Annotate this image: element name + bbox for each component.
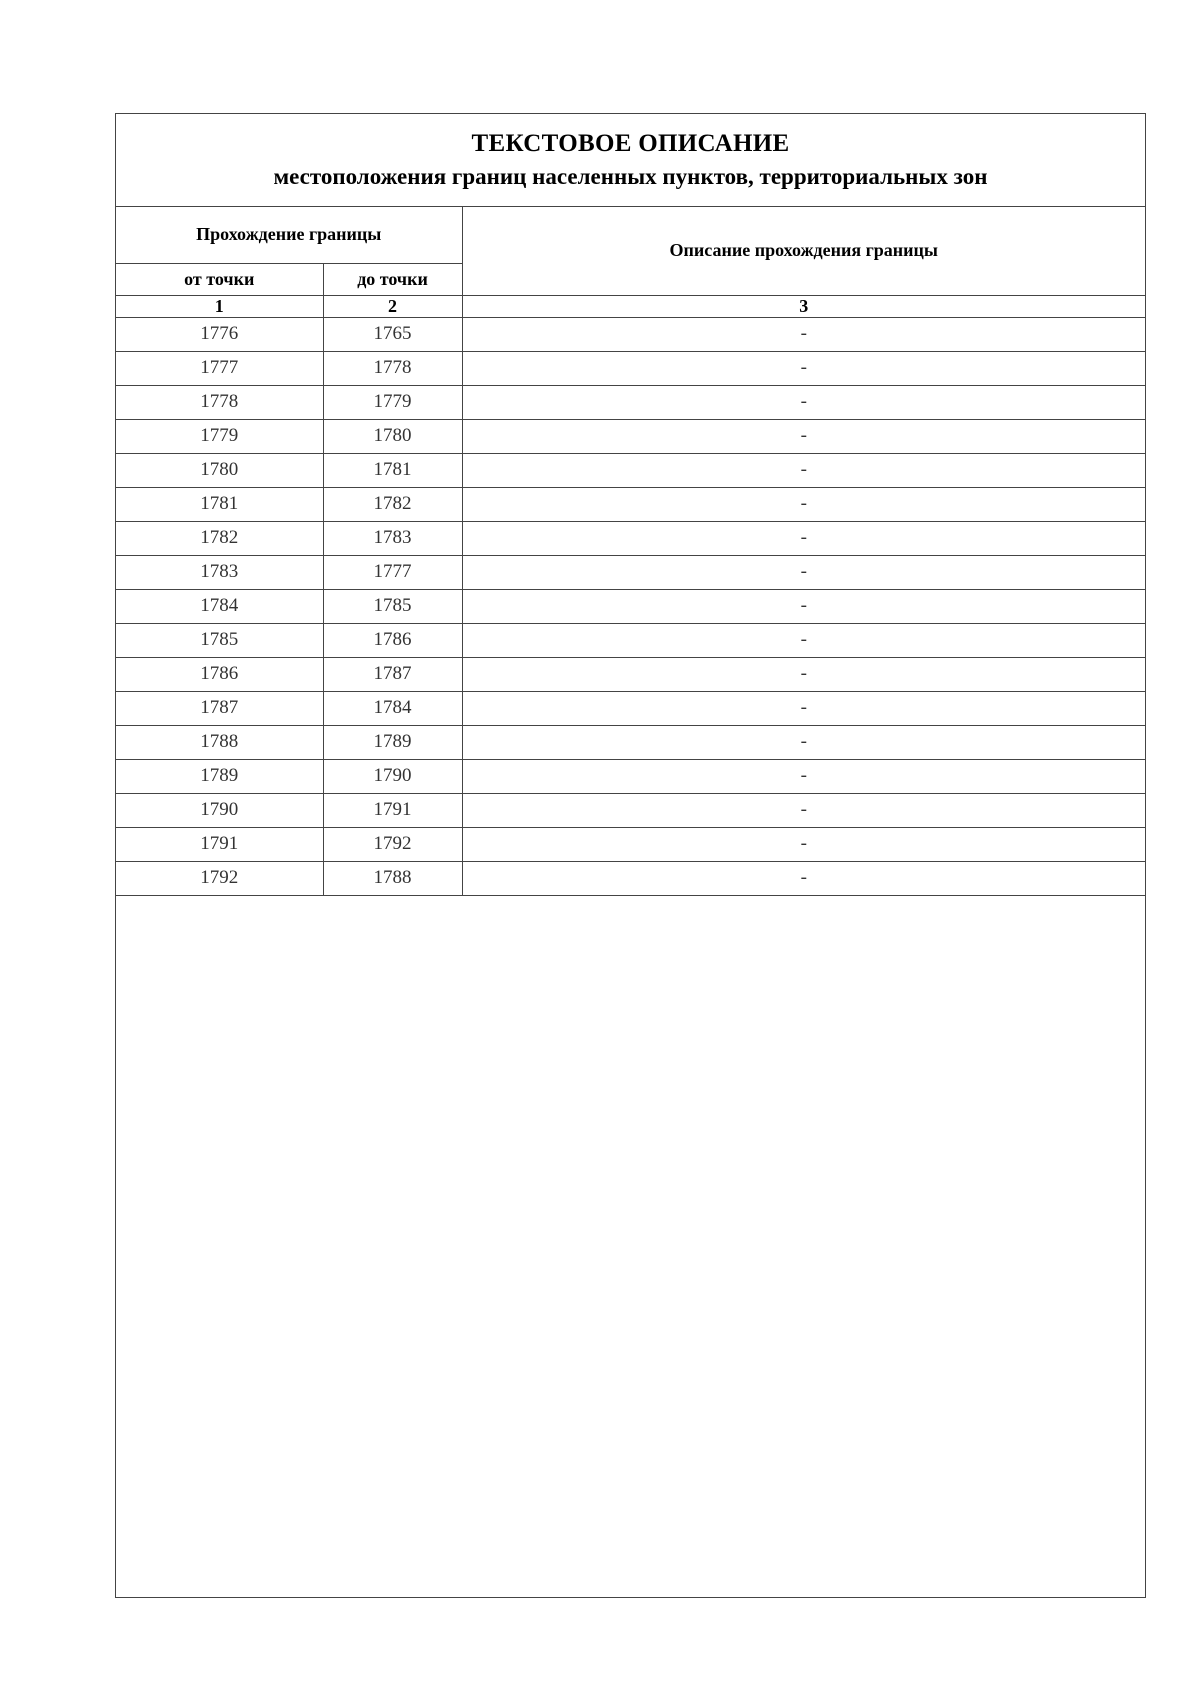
table-row (116, 657, 1145, 691)
description-cell: - (462, 861, 1145, 895)
table-row (116, 351, 1145, 385)
from-point-cell: 1792 (116, 861, 323, 895)
description-cell: - (462, 385, 1145, 419)
from-point-cell: 1784 (116, 589, 323, 623)
table-row (116, 827, 1145, 861)
table-row (116, 521, 1145, 555)
to-point-cell: 1789 (323, 725, 462, 759)
description-cell: - (462, 419, 1145, 453)
description-cell: - (462, 453, 1145, 487)
description-cell: - (462, 351, 1145, 385)
description-cell: - (462, 657, 1145, 691)
to-point-cell: 1790 (323, 759, 462, 793)
header-boundary-description: Описание прохождения границы (462, 207, 1145, 295)
to-point-cell: 1792 (323, 827, 462, 861)
table-row (116, 555, 1145, 589)
document-title: ТЕКСТОВОЕ ОПИСАНИЕ (471, 130, 790, 157)
column-number-2: 2 (323, 295, 462, 317)
boundary-table (116, 207, 1145, 896)
header-from-point: от точки (116, 263, 323, 295)
from-point-cell: 1778 (116, 385, 323, 419)
table-row (116, 623, 1145, 657)
description-cell: - (462, 793, 1145, 827)
description-cell: - (462, 589, 1145, 623)
to-point-cell: 1777 (323, 555, 462, 589)
from-point-cell: 1791 (116, 827, 323, 861)
from-point-cell: 1780 (116, 453, 323, 487)
to-point-cell: 1791 (323, 793, 462, 827)
to-point-cell: 1778 (323, 351, 462, 385)
from-point-cell: 1787 (116, 691, 323, 725)
document-frame (115, 113, 1146, 1598)
to-point-cell: 1786 (323, 623, 462, 657)
from-point-cell: 1782 (116, 521, 323, 555)
from-point-cell: 1790 (116, 793, 323, 827)
table-row (116, 589, 1145, 623)
to-point-cell: 1782 (323, 487, 462, 521)
description-cell: - (462, 317, 1145, 351)
table-row (116, 453, 1145, 487)
from-point-cell: 1777 (116, 351, 323, 385)
table-row (116, 861, 1145, 895)
from-point-cell: 1783 (116, 555, 323, 589)
to-point-cell: 1765 (323, 317, 462, 351)
to-point-cell: 1788 (323, 861, 462, 895)
to-point-cell: 1781 (323, 453, 462, 487)
table-row (116, 793, 1145, 827)
description-cell: - (462, 725, 1145, 759)
table-row (116, 487, 1145, 521)
description-cell: - (462, 691, 1145, 725)
to-point-cell: 1779 (323, 385, 462, 419)
from-point-cell: 1781 (116, 487, 323, 521)
from-point-cell: 1786 (116, 657, 323, 691)
to-point-cell: 1787 (323, 657, 462, 691)
to-point-cell: 1785 (323, 589, 462, 623)
header-to-point: до точки (323, 263, 462, 295)
description-cell: - (462, 623, 1145, 657)
description-cell: - (462, 759, 1145, 793)
to-point-cell: 1784 (323, 691, 462, 725)
from-point-cell: 1776 (116, 317, 323, 351)
table-row (116, 317, 1145, 351)
table-row (116, 691, 1145, 725)
from-point-cell: 1789 (116, 759, 323, 793)
title-block (116, 114, 1145, 207)
description-cell: - (462, 555, 1145, 589)
to-point-cell: 1780 (323, 419, 462, 453)
description-cell: - (462, 827, 1145, 861)
from-point-cell: 1785 (116, 623, 323, 657)
table-row (116, 759, 1145, 793)
header-boundary-passage: Прохождение границы (116, 207, 462, 263)
table-row (116, 725, 1145, 759)
to-point-cell: 1783 (323, 521, 462, 555)
column-number-1: 1 (116, 295, 323, 317)
table-row (116, 419, 1145, 453)
column-number-3: 3 (462, 295, 1145, 317)
description-cell: - (462, 487, 1145, 521)
description-cell: - (462, 521, 1145, 555)
document-subtitle: местоположения границ населенных пунктов, территориальных зон (273, 164, 988, 189)
from-point-cell: 1788 (116, 725, 323, 759)
table-row (116, 385, 1145, 419)
from-point-cell: 1779 (116, 419, 323, 453)
